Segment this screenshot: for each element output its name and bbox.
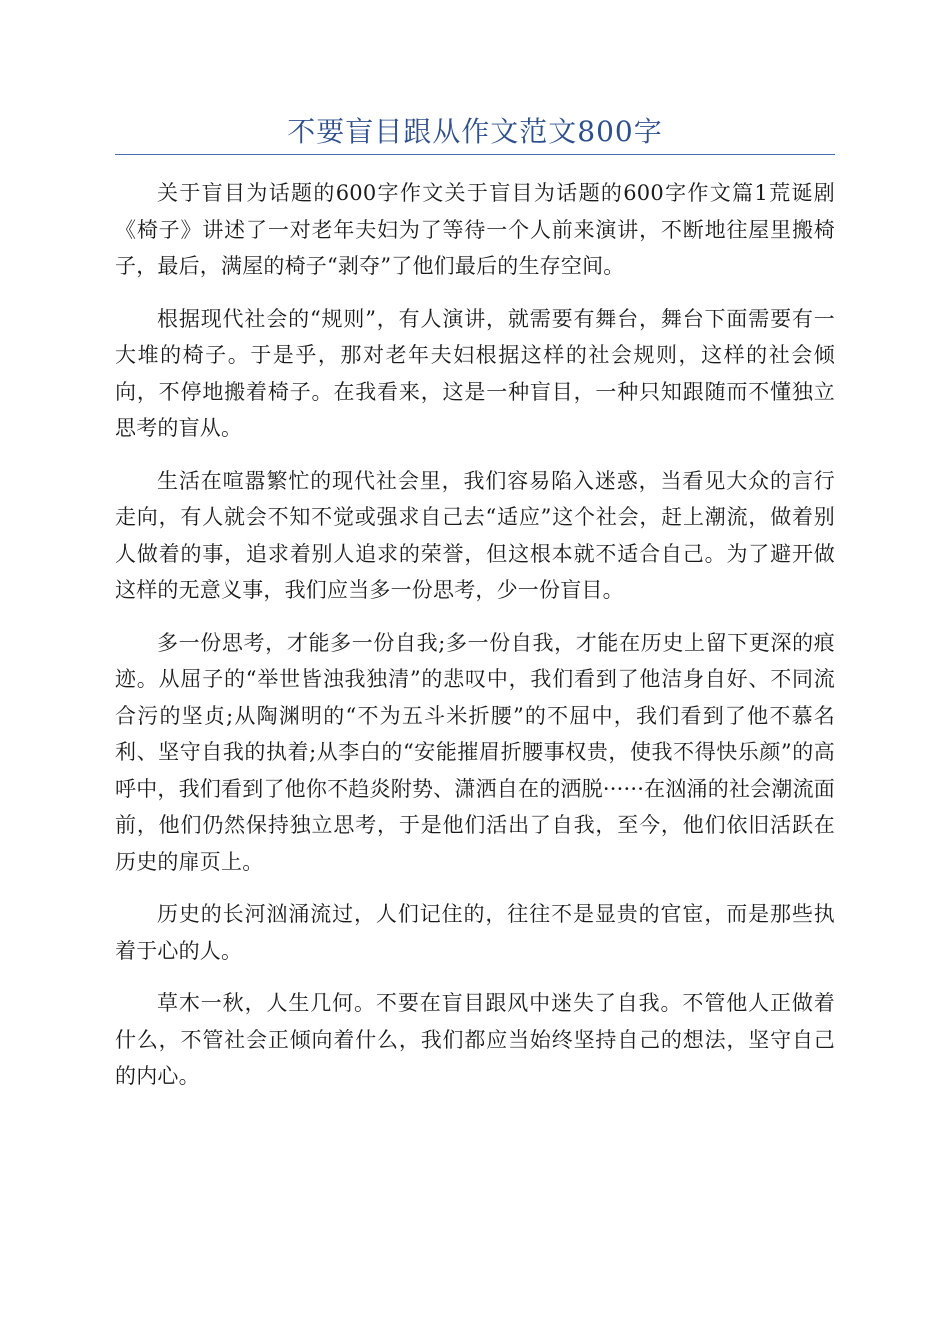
paragraph-1: 关于盲目为话题的600字作文关于盲目为话题的600字作文篇1荒诞剧《椅子》讲述了一对老年夫妇为了等待一个人前来演讲，不断地往屋里搬椅子，最后，满屋的椅子“剥夺”了他们最后的生存空间。 (115, 181, 835, 278)
paragraph-2: 根据现代社会的“规则”，有人演讲，就需要有舞台，舞台下面需要有一大堆的椅子。于是乎，那对老年夫妇根据这样的社会规则，这样的社会倾向，不停地搬着椅子。在我看来，这是一种盲目，一种只知跟随而不懂独立思考的盲从。 (115, 306, 835, 440)
document-title: 不要盲目跟从作文范文800字 (287, 115, 663, 148)
paragraph-5: 历史的长河汹涌流过，人们记住的，往往不是显贵的官宦，而是那些执着于心的人。 (115, 902, 835, 963)
paragraph-3: 生活在喧嚣繁忙的现代社会里，我们容易陷入迷惑，当看见大众的言行走向，有人就会不知不觉或强求自己去“适应”这个社会，赶上潮流，做着别人做着的事，追求着别人追求的荣誉，但这根本就不适合自己。为了避开做这样的无意义事，我们应当多一份思考，少一份盲目。 (115, 468, 835, 602)
title-underline (115, 154, 835, 155)
document-body (115, 175, 835, 1111)
paragraph-4: 多一份思考，才能多一份自我;多一份自我，才能在历史上留下更深的痕迹。从屈子的“举世皆浊我独清”的悲叹中，我们看到了他洁身自好、不同流合污的坚贞;从陶渊明的“不为五斗米折腰”的不屈中，我们看到了他不慕名利、坚守自我的执着;从李白的“安能摧眉折腰事权贵，使我不得快乐颜”的高呼中，我们看到了他你不趋炎附势、潇洒自在的洒脱······在汹涌的社会潮流面前，他们仍然保持独立思考，于是他们活出了自我，至今，他们依旧活跃在历史的扉页上。 (115, 630, 835, 874)
paragraph-6: 草木一秋，人生几何。不要在盲目跟风中迷失了自我。不管他人正做着什么，不管社会正倾向着什么，我们都应当始终坚持自己的想法，坚守自己的内心。 (115, 991, 835, 1088)
